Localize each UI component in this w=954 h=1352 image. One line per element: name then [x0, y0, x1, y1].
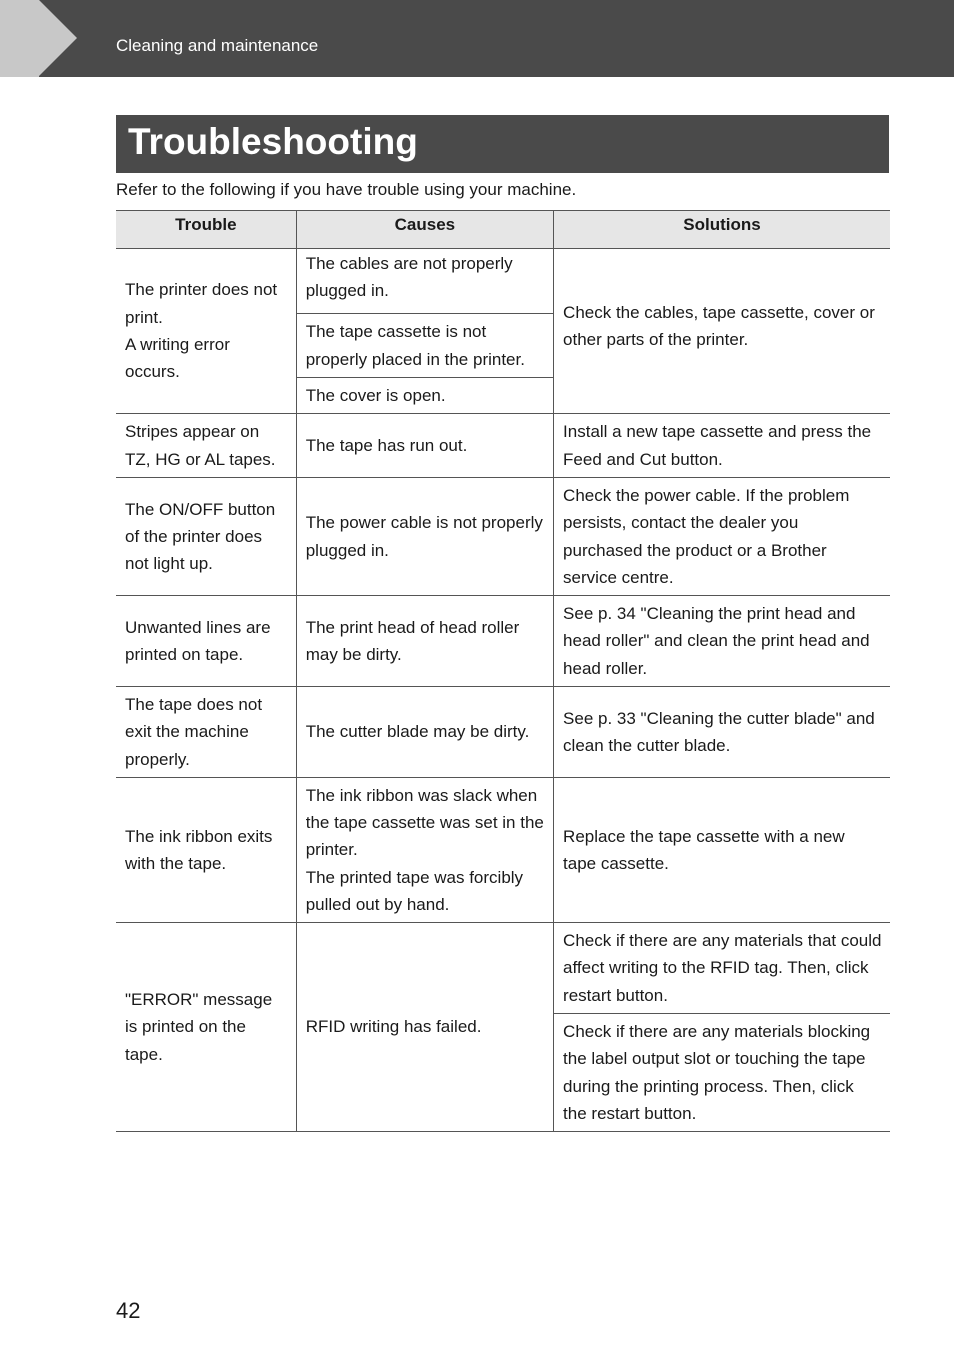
cause-cell: The tape cassette is not properly placed in the printer.: [296, 314, 553, 378]
troubleshooting-table: [116, 210, 890, 1132]
trouble-cell: The ink ribbon exits with the tape.: [116, 778, 296, 923]
cause-text: The ink ribbon was slack when the tape cassette was set in the printer.: [305, 785, 544, 860]
table-row: [116, 687, 890, 778]
table-row: [116, 414, 890, 478]
trouble-cell: "ERROR" message is printed on the tape.: [116, 923, 296, 1132]
cause-cell: The power cable is not properly plugged in.: [296, 478, 553, 596]
header-tab: [0, 0, 39, 77]
solution-cell: See p. 34 "Cleaning the print head and head roller" and clean the print head and head roller.: [554, 596, 890, 687]
title-bar: [116, 115, 889, 173]
cause-cell: The tape has run out.: [296, 414, 553, 478]
table-row: [116, 923, 890, 1014]
solution-cell: Check the power cable. If the problem persists, contact the dealer you purchased the product or a Brother service centre.: [554, 478, 890, 596]
intro-text: Refer to the following if you have trouble using your machine.: [116, 180, 577, 199]
cause-cell: The cover is open.: [296, 378, 553, 414]
solution-cell: See p. 33 "Cleaning the cutter blade" and clean the cutter blade.: [554, 687, 890, 778]
solution-cell: Check the cables, tape cassette, cover or other parts of the printer.: [554, 249, 890, 414]
header-trouble: Trouble: [116, 211, 296, 249]
trouble-cell: Stripes appear on TZ, HG or AL tapes.: [116, 414, 296, 478]
page-title: Troubleshooting: [128, 121, 418, 162]
solution-cell: Check if there are any materials that could affect writing to the RFID tag. Then, click restart button.: [554, 923, 890, 1014]
table-row: [116, 478, 890, 596]
trouble-text: The printer does not print.: [125, 280, 278, 327]
table-row: [116, 778, 890, 923]
cause-cell: RFID writing has failed.: [296, 923, 553, 1132]
header-solutions: Solutions: [554, 211, 890, 249]
page-number: 42: [116, 1298, 141, 1323]
table-row: [116, 249, 890, 314]
solution-cell: Check if there are any materials blocking the label output slot or touching the tape during the printing process. Then, click the restart button.: [554, 1014, 890, 1132]
trouble-cell: The ON/OFF button of the printer does not light up.: [116, 478, 296, 596]
cause-cell: [296, 778, 553, 923]
cause-cell: The cables are not properly plugged in.: [296, 249, 553, 314]
table-header-row: [116, 211, 890, 249]
header-causes: Causes: [296, 211, 553, 249]
cause-cell: The print head of head roller may be dirty.: [296, 596, 553, 687]
trouble-cell: Unwanted lines are printed on tape.: [116, 596, 296, 687]
header-bar: [0, 0, 954, 77]
trouble-cell: [116, 249, 296, 414]
section-label: Cleaning and maintenance: [116, 36, 319, 55]
cause-text: The printed tape was forcibly pulled out by hand.: [305, 867, 524, 914]
table-row: [116, 596, 890, 687]
trouble-cell: The tape does not exit the machine properly.: [116, 687, 296, 778]
trouble-text: A writing error occurs.: [125, 335, 230, 382]
cause-cell: The cutter blade may be dirty.: [296, 687, 553, 778]
header-tab-arrow: [39, 0, 77, 76]
solution-cell: Install a new tape cassette and press the Feed and Cut button.: [554, 414, 890, 478]
solution-cell: Replace the tape cassette with a new tape cassette.: [554, 778, 890, 923]
